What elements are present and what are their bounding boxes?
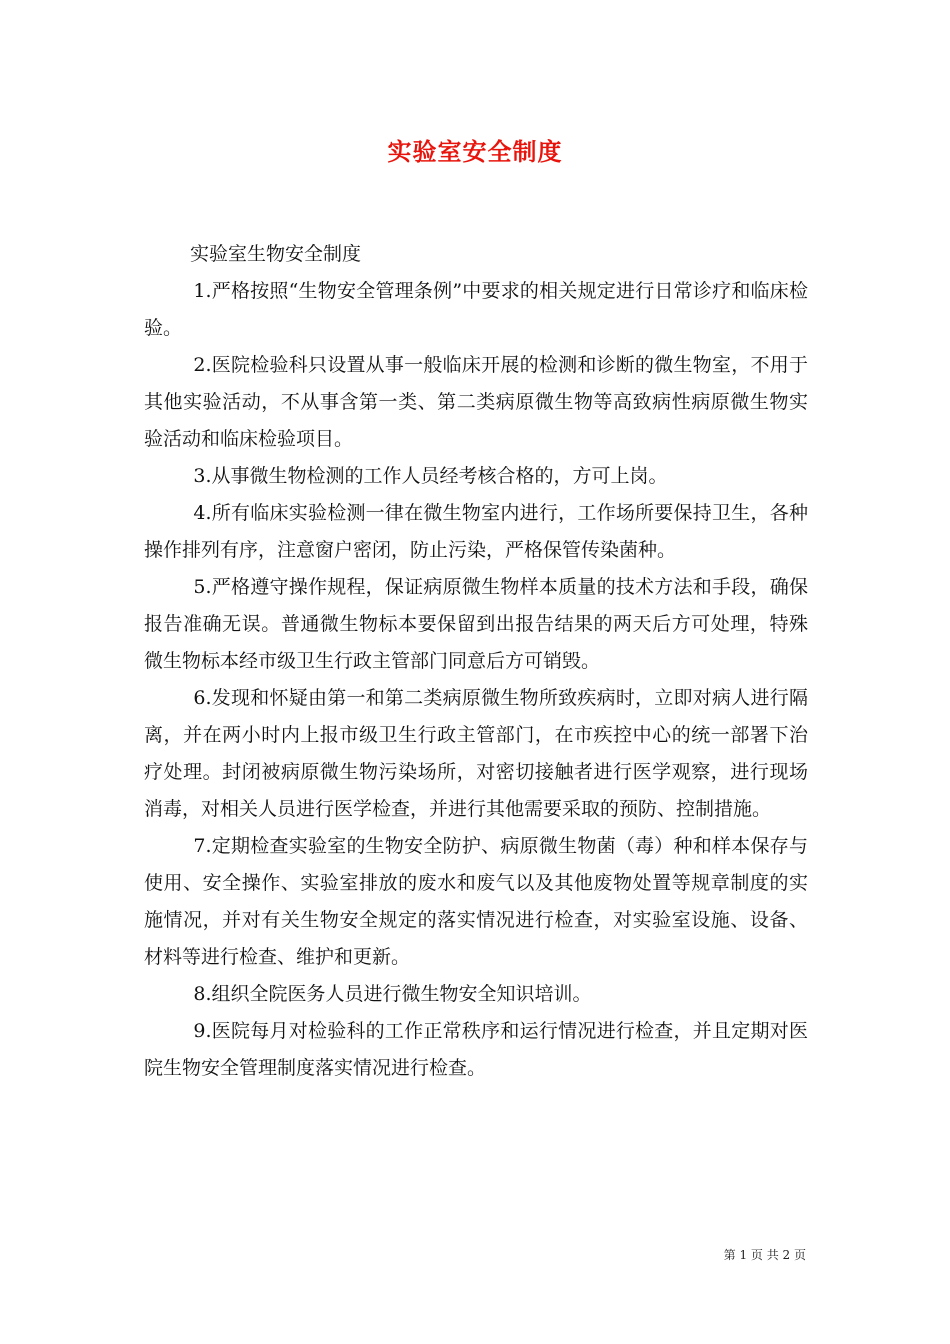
paragraph-7: 7.定期检查实验室的生物安全防护、病原微生物菌（毒）种和样本保存与使用、安全操作、实验室排放的废水和废气以及其他废物处置等规章制度的实施情况，并对有关生物安全规定的落实情况进行检查，对实验室设施、设备、材料等进行检查、维护和更新。 — [144, 835, 808, 968]
page-number: 第 1 页 共 2 页 — [723, 1248, 806, 1262]
document-title: 实验室安全制度 — [387, 137, 563, 166]
section-heading: 实验室生物安全制度 — [190, 243, 362, 265]
paragraph-4: 4.所有临床实验检测一律在微生物室内进行，工作场所要保持卫生，各种操作排列有序，注意窗户密闭，防止污染，严格保管传染菌种。 — [144, 502, 808, 561]
paragraph-5: 5.严格遵守操作规程，保证病原微生物样本质量的技术方法和手段，确保报告准确无误。普通微生物标本要保留到出报告结果的两天后方可处理，特殊微生物标本经市级卫生行政主管部门同意后方可销毁。 — [144, 576, 808, 672]
paragraph-3: 3.从事微生物检测的工作人员经考核合格的，方可上岗。 — [193, 465, 668, 487]
paragraph-9: 9.医院每月对检验科的工作正常秩序和运行情况进行检查，并且定期对医院生物安全管理制度落实情况进行检查。 — [144, 1020, 808, 1079]
paragraph-2: 2.医院检验科只设置从事一般临床开展的检测和诊断的微生物室，不用于其他实验活动，不从事含第一类、第二类病原微生物等高致病性病原微生物实验活动和临床检验项目。 — [144, 354, 808, 450]
paragraph-1: 1.严格按照“生物安全管理条例”中要求的相关规定进行日常诊疗和临床检验。 — [144, 280, 808, 339]
document-body — [144, 236, 808, 1087]
paragraph-8: 8.组织全院医务人员进行微生物安全知识培训。 — [193, 983, 592, 1005]
paragraph-6: 6.发现和怀疑由第一和第二类病原微生物所致疾病时，立即对病人进行隔离，并在两小时内上报市级卫生行政主管部门，在市疾控中心的统一部署下治疗处理。封闭被病原微生物污染场所，对密切接触者进行医学观察，进行现场消毒，对相关人员进行医学检查，并进行其他需要采取的预防、控制措施。 — [144, 687, 808, 820]
